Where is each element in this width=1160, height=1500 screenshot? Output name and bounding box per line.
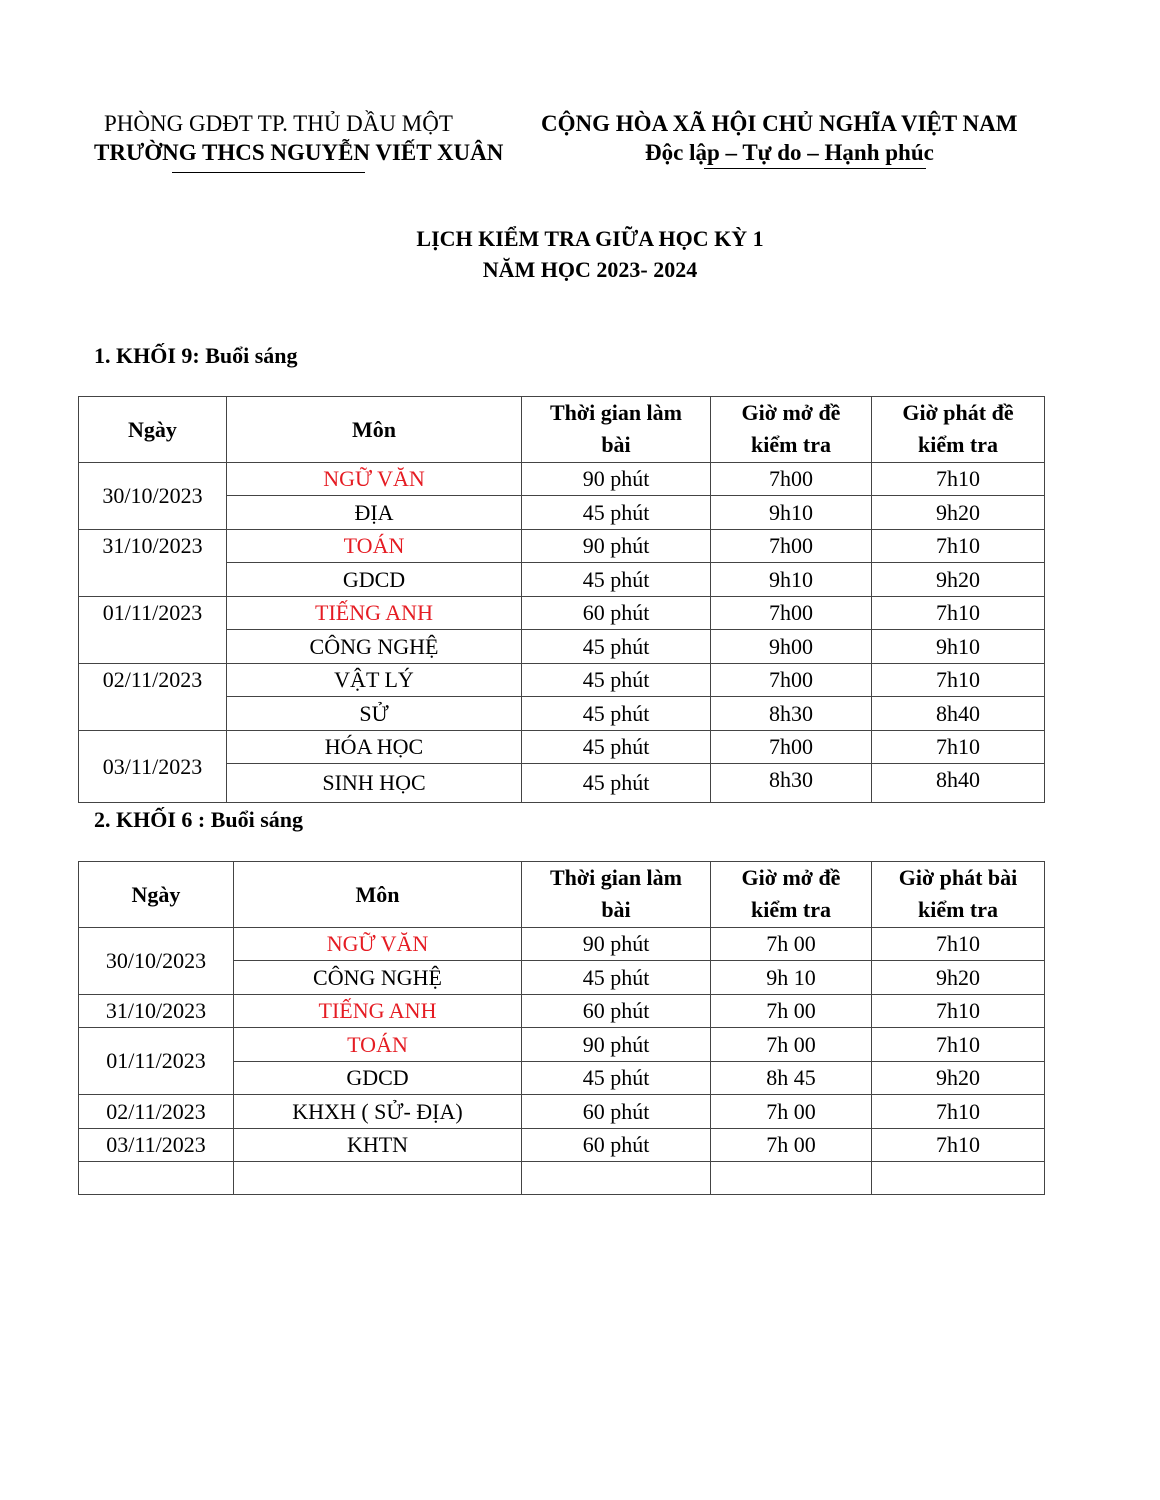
- open-time-cell: 7h 00: [711, 1129, 872, 1162]
- date-cell: 30/10/2023: [79, 928, 234, 995]
- department-name: PHÒNG GDĐT TP. THỦ DẦU MỘT: [104, 111, 453, 136]
- duration-cell: 45 phút: [522, 664, 711, 697]
- duration-cell: 90 phút: [522, 1028, 711, 1062]
- date-cell: 31/10/2023: [79, 995, 234, 1028]
- start-time-cell: 7h10: [872, 1028, 1045, 1062]
- duration-cell: 90 phút: [522, 463, 711, 496]
- subject-cell: HÓA HỌC: [227, 731, 522, 764]
- section-grade6-heading: 2. KHỐI 6 : Buổi sáng: [94, 807, 304, 832]
- open-time-cell: 9h10: [711, 496, 872, 530]
- open-time-cell: 7h00: [711, 463, 872, 496]
- open-time-cell: 9h 10: [711, 961, 872, 995]
- subject-cell: ĐỊA: [227, 496, 522, 530]
- start-time-cell: 7h10: [872, 731, 1045, 764]
- start-time-cell: 7h10: [872, 463, 1045, 496]
- date-cell: 03/11/2023: [79, 731, 227, 803]
- subject-cell: TOÁN: [234, 1028, 522, 1062]
- duration-cell: 45 phút: [522, 764, 711, 803]
- duration-cell: 45 phút: [522, 697, 711, 731]
- subject-cell: SINH HỌC: [227, 764, 522, 803]
- start-time-cell: 9h20: [872, 961, 1045, 995]
- duration-cell: 45 phút: [522, 961, 711, 995]
- start-time-cell: 8h40: [872, 764, 1045, 803]
- open-time-cell: 8h30: [711, 697, 872, 731]
- school-year: NĂM HỌC 2023- 2024: [482, 257, 698, 282]
- duration-cell: 60 phút: [522, 1095, 711, 1129]
- subject-cell: TIẾNG ANH: [234, 995, 522, 1028]
- col-header-open-time: Giờ mở đề kiểm tra: [711, 862, 872, 928]
- date-cell: 03/11/2023: [79, 1129, 234, 1162]
- open-time-cell: 7h 00: [711, 1028, 872, 1062]
- table-row: [79, 1095, 1045, 1129]
- open-time-cell: 7h00: [711, 597, 872, 630]
- open-time-cell: 8h 45: [711, 1062, 872, 1095]
- grade9-schedule-table: [78, 396, 1045, 803]
- table-row: [79, 1028, 1045, 1062]
- date-cell: 02/11/2023: [79, 1095, 234, 1129]
- subject-cell: NGỮ VĂN: [234, 928, 522, 961]
- col-header-open-time: Giờ mở đề kiểm tra: [711, 397, 872, 463]
- start-time-cell: 7h10: [872, 530, 1045, 563]
- table-header-row: [79, 862, 1045, 928]
- duration-cell: 45 phút: [522, 1062, 711, 1095]
- subject-cell: GDCD: [227, 563, 522, 597]
- col-header-date: Ngày: [79, 397, 227, 463]
- duration-cell: 45 phút: [522, 630, 711, 664]
- open-time-cell: 9h10: [711, 563, 872, 597]
- grade6-schedule-table: [78, 861, 1045, 1195]
- date-cell: 01/11/2023: [79, 1028, 234, 1095]
- subject-cell: SỬ: [227, 697, 522, 731]
- table-row: [79, 1129, 1045, 1162]
- duration-cell: 60 phút: [522, 597, 711, 630]
- table-row: [79, 597, 1045, 630]
- duration-cell: 45 phút: [522, 496, 711, 530]
- start-time-cell: 7h10: [872, 928, 1045, 961]
- table-row: [79, 731, 1045, 764]
- subject-cell: KHTN: [234, 1129, 522, 1162]
- date-cell: 30/10/2023: [79, 463, 227, 530]
- col-header-start-time: Giờ phát đề kiểm tra: [872, 397, 1045, 463]
- date-cell: 01/11/2023: [79, 597, 227, 664]
- national-title: CỘNG HÒA XÃ HỘI CHỦ NGHĨA VIỆT NAM: [541, 111, 1018, 136]
- start-time-cell: 9h20: [872, 563, 1045, 597]
- start-time-cell: 7h10: [872, 1095, 1045, 1129]
- col-header-subject: Môn: [234, 862, 522, 928]
- start-time-cell: 7h10: [872, 597, 1045, 630]
- table-row: [79, 928, 1045, 961]
- table-row: [79, 530, 1045, 563]
- open-time-cell: 8h30: [711, 764, 872, 803]
- section-grade9-heading: 1. KHỐI 9: Buổi sáng: [94, 343, 298, 368]
- subject-cell: KHXH ( SỬ- ĐỊA): [234, 1095, 522, 1129]
- subject-cell: TIẾNG ANH: [227, 597, 522, 630]
- open-time-cell: 7h00: [711, 530, 872, 563]
- table-row: [79, 463, 1045, 496]
- open-time-cell: 7h 00: [711, 1095, 872, 1129]
- duration-cell: 60 phút: [522, 995, 711, 1028]
- document-title: LỊCH KIỂM TRA GIỮA HỌC KỲ 1: [416, 226, 764, 251]
- table-row: [79, 664, 1045, 697]
- date-cell: 31/10/2023: [79, 530, 227, 597]
- start-time-cell: 9h20: [872, 496, 1045, 530]
- open-time-cell: 7h 00: [711, 928, 872, 961]
- col-header-duration: Thời gian làm bài: [522, 862, 711, 928]
- open-time-cell: 7h00: [711, 664, 872, 697]
- col-header-start-time: Giờ phát bài kiểm tra: [872, 862, 1045, 928]
- col-header-date: Ngày: [79, 862, 234, 928]
- subject-cell: VẬT LÝ: [227, 664, 522, 697]
- start-time-cell: 9h10: [872, 630, 1045, 664]
- duration-cell: 90 phút: [522, 928, 711, 961]
- start-time-cell: 8h40: [872, 697, 1045, 731]
- duration-cell: 90 phút: [522, 530, 711, 563]
- start-time-cell: 7h10: [872, 995, 1045, 1028]
- start-time-cell: 9h20: [872, 1062, 1045, 1095]
- school-name: TRƯỜNG THCS NGUYỄN VIẾT XUÂN: [94, 140, 504, 165]
- duration-cell: 45 phút: [522, 563, 711, 597]
- table-row: [79, 995, 1045, 1028]
- open-time-cell: 7h00: [711, 731, 872, 764]
- duration-cell: 45 phút: [522, 731, 711, 764]
- open-time-cell: 7h 00: [711, 995, 872, 1028]
- start-time-cell: 7h10: [872, 1129, 1045, 1162]
- motto-underline: [704, 168, 926, 169]
- national-motto: Độc lập – Tự do – Hạnh phúc: [645, 140, 934, 165]
- subject-cell: CÔNG NGHỆ: [234, 961, 522, 995]
- school-name-underline: [172, 172, 365, 173]
- table-header-row: [79, 397, 1045, 463]
- col-header-duration: Thời gian làm bài: [522, 397, 711, 463]
- subject-cell: TOÁN: [227, 530, 522, 563]
- start-time-cell: 7h10: [872, 664, 1045, 697]
- subject-cell: CÔNG NGHỆ: [227, 630, 522, 664]
- date-cell: 02/11/2023: [79, 664, 227, 731]
- duration-cell: 60 phút: [522, 1129, 711, 1162]
- open-time-cell: 9h00: [711, 630, 872, 664]
- subject-cell: NGỮ VĂN: [227, 463, 522, 496]
- empty-row: [79, 1162, 1045, 1195]
- col-header-subject: Môn: [227, 397, 522, 463]
- subject-cell: GDCD: [234, 1062, 522, 1095]
